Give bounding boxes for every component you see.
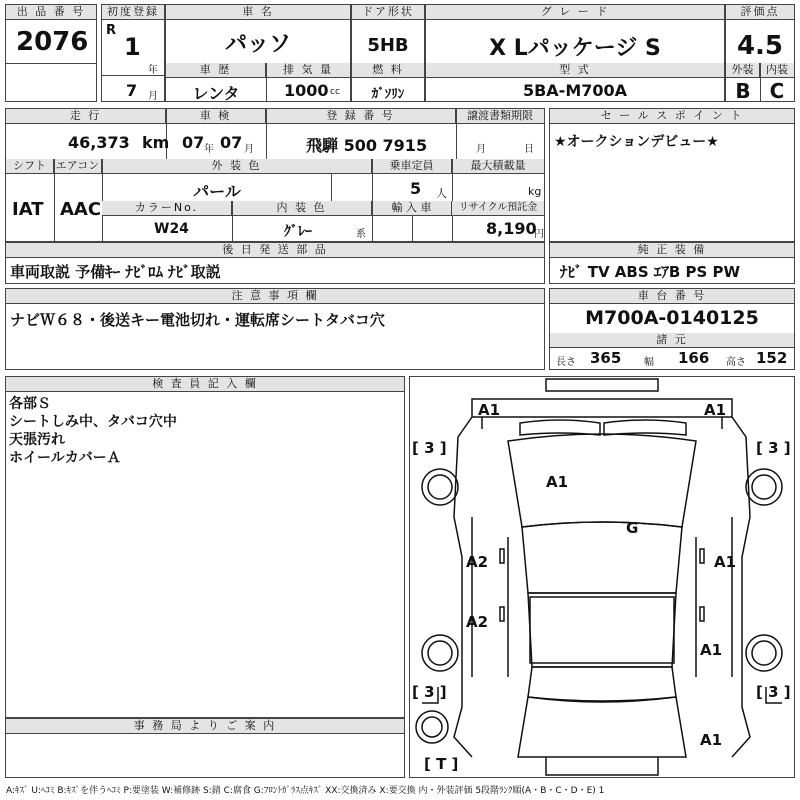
inspector-line: シートしみ中、タバコ穴中: [9, 414, 177, 430]
legend-text: A:ｷｽﾞ U:ﾍｺﾐ B:ｷｽﾞを伴うﾍｺﾐ P:要塗装 W:補修跡 S:錆 C:腐食 G:ﾌﾛﾝﾄｶﾞﾗｽ点ｷｽﾞ XX:交換済み X:要交換 内・外装評価 5段階ﾗﾝｸ順(A・B・C・D・E) 1: [6, 786, 605, 796]
displacement-label: 排 気 量: [266, 63, 350, 78]
recycle-fee: 8,190: [486, 219, 537, 238]
roof-outline: [528, 593, 676, 667]
int-color-unit: 系: [356, 229, 366, 240]
model: 5BA-M700A: [522, 81, 628, 100]
first-registration-cell: [101, 4, 165, 102]
inspector-line: 天張汚れ: [9, 432, 65, 448]
door-label: ドア形状: [352, 5, 424, 20]
shift: IAT: [12, 199, 44, 220]
door-type: 5HB: [367, 35, 409, 56]
damage-mark-left-rear-door: A2: [466, 613, 489, 631]
sales-point-box: [549, 108, 795, 242]
int-color-label: 内 装 色: [232, 201, 372, 216]
reg-number: 飛騨 500 7915: [306, 136, 428, 155]
hood-outline: [508, 434, 696, 527]
mileage-unit: km: [142, 133, 170, 152]
ext-grade-label: 外装: [726, 63, 760, 78]
chassis-number: M700A-0140125: [585, 307, 759, 329]
lot-number: 2076: [16, 27, 89, 57]
lot-number-cell: [5, 4, 97, 102]
wheel-mark-rear-right: [ 3 ]: [756, 683, 791, 701]
inspector-line: ホイールカバーＡ: [9, 450, 121, 466]
car-name-cell: [165, 4, 351, 102]
chassis-box: [549, 288, 795, 370]
transfer-day-unit: 日: [524, 144, 534, 155]
score-cell: [725, 4, 795, 102]
lot-number-label: 出 品 番 号: [6, 5, 96, 20]
reg-month: 7: [126, 81, 138, 100]
damage-mark-left-front-door: A2: [466, 553, 489, 571]
capacity: 5: [410, 179, 422, 198]
later-parts-text: 車両取説 予備ｷｰ ﾅﾋﾞﾛﾑ ﾅﾋﾞ取説: [10, 263, 221, 281]
wheel-mark-front-left: [ 3 ]: [412, 439, 447, 457]
inspection-month-unit: 月: [244, 144, 254, 155]
spec-label: 諸 元: [550, 333, 794, 348]
damage-mark-right-door: A1: [714, 553, 737, 571]
sales-point-text: ★オークションデビュー★: [554, 134, 719, 150]
int-grade: C: [769, 79, 785, 103]
chassis-label: 車 台 番 号: [550, 289, 794, 304]
transfer-deadline-label: 譲渡書類期限: [456, 109, 544, 124]
era: R: [106, 23, 117, 38]
recycle-fee-unit: 円: [534, 229, 544, 240]
inspector-box: [5, 376, 405, 718]
notes-box: [5, 288, 545, 370]
grade-label: グ レ ー ド: [426, 5, 724, 20]
ext-color: パール: [193, 182, 241, 201]
car-name-label: 車 名: [166, 5, 350, 20]
import-label: 輸 入 車: [372, 201, 452, 216]
score-label: 評価点: [726, 5, 794, 20]
max-load-label: 最大積載量: [452, 159, 544, 174]
front-panel-outline: [472, 399, 732, 417]
office-label: 事 務 局 よ り ご 案 内: [6, 719, 404, 734]
height-label: 高さ: [726, 357, 746, 368]
fuel-label: 燃 料: [352, 63, 424, 78]
mileage-label: 走 行: [6, 109, 166, 124]
wheel-mark-rear-left: [ 3 ]: [412, 683, 447, 701]
damage-mark-rear-bumper: A1: [700, 731, 723, 749]
notes-label: 注 意 事 項 欄: [6, 289, 544, 304]
grade-cell: [425, 4, 725, 102]
air-conditioner: AAC: [60, 199, 102, 220]
history: レンタ: [192, 84, 240, 103]
damage-mark-front-right: A1: [704, 401, 727, 419]
inspector-line: 各部Ｓ: [9, 396, 51, 412]
reg-year-unit: 年: [148, 65, 158, 76]
inspection-year: 07: [182, 133, 205, 152]
grade: X Lパッケージ S: [489, 36, 661, 61]
reg-year: 1: [124, 33, 141, 61]
width-label: 幅: [644, 357, 654, 368]
damage-mark-front-left: A1: [478, 401, 501, 419]
equipment-label: 純 正 装 備: [550, 243, 794, 258]
equipment-text: ﾅﾋﾞ TV ABS ｴｱB PS PW: [560, 263, 741, 281]
shift-label: シフト: [6, 159, 54, 174]
mileage: 46,373: [68, 133, 130, 152]
wheel-mark-front-right: [ 3 ]: [756, 439, 791, 457]
damage-mark-right-rear: A1: [700, 641, 723, 659]
int-color: ｸﾞﾚｰ: [284, 224, 312, 240]
damage-mark-hood: G: [626, 519, 639, 537]
later-parts-box: [5, 242, 545, 284]
capacity-label: 乗車定員: [372, 159, 452, 174]
reg-number-label: 登 録 番 号: [266, 109, 456, 124]
sales-point-label: セ ー ル ス ポ イ ン ト: [550, 109, 794, 124]
first-registration-label: 初度登録: [102, 5, 164, 20]
int-grade-label: 内装: [760, 63, 794, 78]
car-outline-diagram: [410, 377, 794, 777]
inspection-year-unit: 年: [204, 144, 214, 155]
max-load-unit: kg: [528, 185, 542, 198]
inspection-label: 車 検: [166, 109, 266, 124]
car-name: パッソ: [224, 32, 291, 57]
color-number: W24: [154, 221, 189, 237]
damage-mark-roof: A1: [546, 473, 569, 491]
history-label: 車 歴: [166, 63, 266, 78]
recycle-label: リサイクル預託金: [452, 201, 544, 216]
model-label: 型 式: [426, 63, 724, 78]
transfer-month-unit: 月: [476, 144, 486, 155]
length-label: 長さ: [556, 357, 576, 368]
office-box: [5, 718, 405, 778]
displacement-unit: cc: [330, 87, 340, 97]
door-cell: [351, 4, 425, 102]
spare-tire-mark: [ T ]: [424, 755, 459, 773]
front-bumper-outline: [546, 379, 658, 391]
damage-diagram: [409, 376, 795, 778]
length: 365: [590, 349, 622, 367]
height: 152: [756, 349, 788, 367]
reg-month-unit: 月: [148, 91, 158, 102]
color-number-label: カラーNo.: [102, 201, 232, 216]
ext-color-label: 外 装 色: [102, 159, 372, 174]
ext-grade: B: [735, 79, 751, 103]
fuel: ｶﾞｿﾘﾝ: [371, 87, 405, 102]
score: 4.5: [736, 31, 784, 61]
details-block: [5, 108, 545, 242]
inspection-month: 07: [220, 133, 243, 152]
width: 166: [678, 349, 710, 367]
notes-text: ナビＷ６８・後送キー電池切れ・運転席シートタバコ穴: [10, 311, 385, 329]
later-parts-label: 後 日 発 送 部 品: [6, 243, 544, 258]
displacement: 1000: [284, 81, 329, 100]
capacity-unit: 人: [436, 187, 447, 200]
inspector-label: 検 査 員 記 入 欄: [6, 377, 404, 392]
equipment-box: [549, 242, 795, 284]
ac-label: エアコン: [54, 159, 102, 174]
